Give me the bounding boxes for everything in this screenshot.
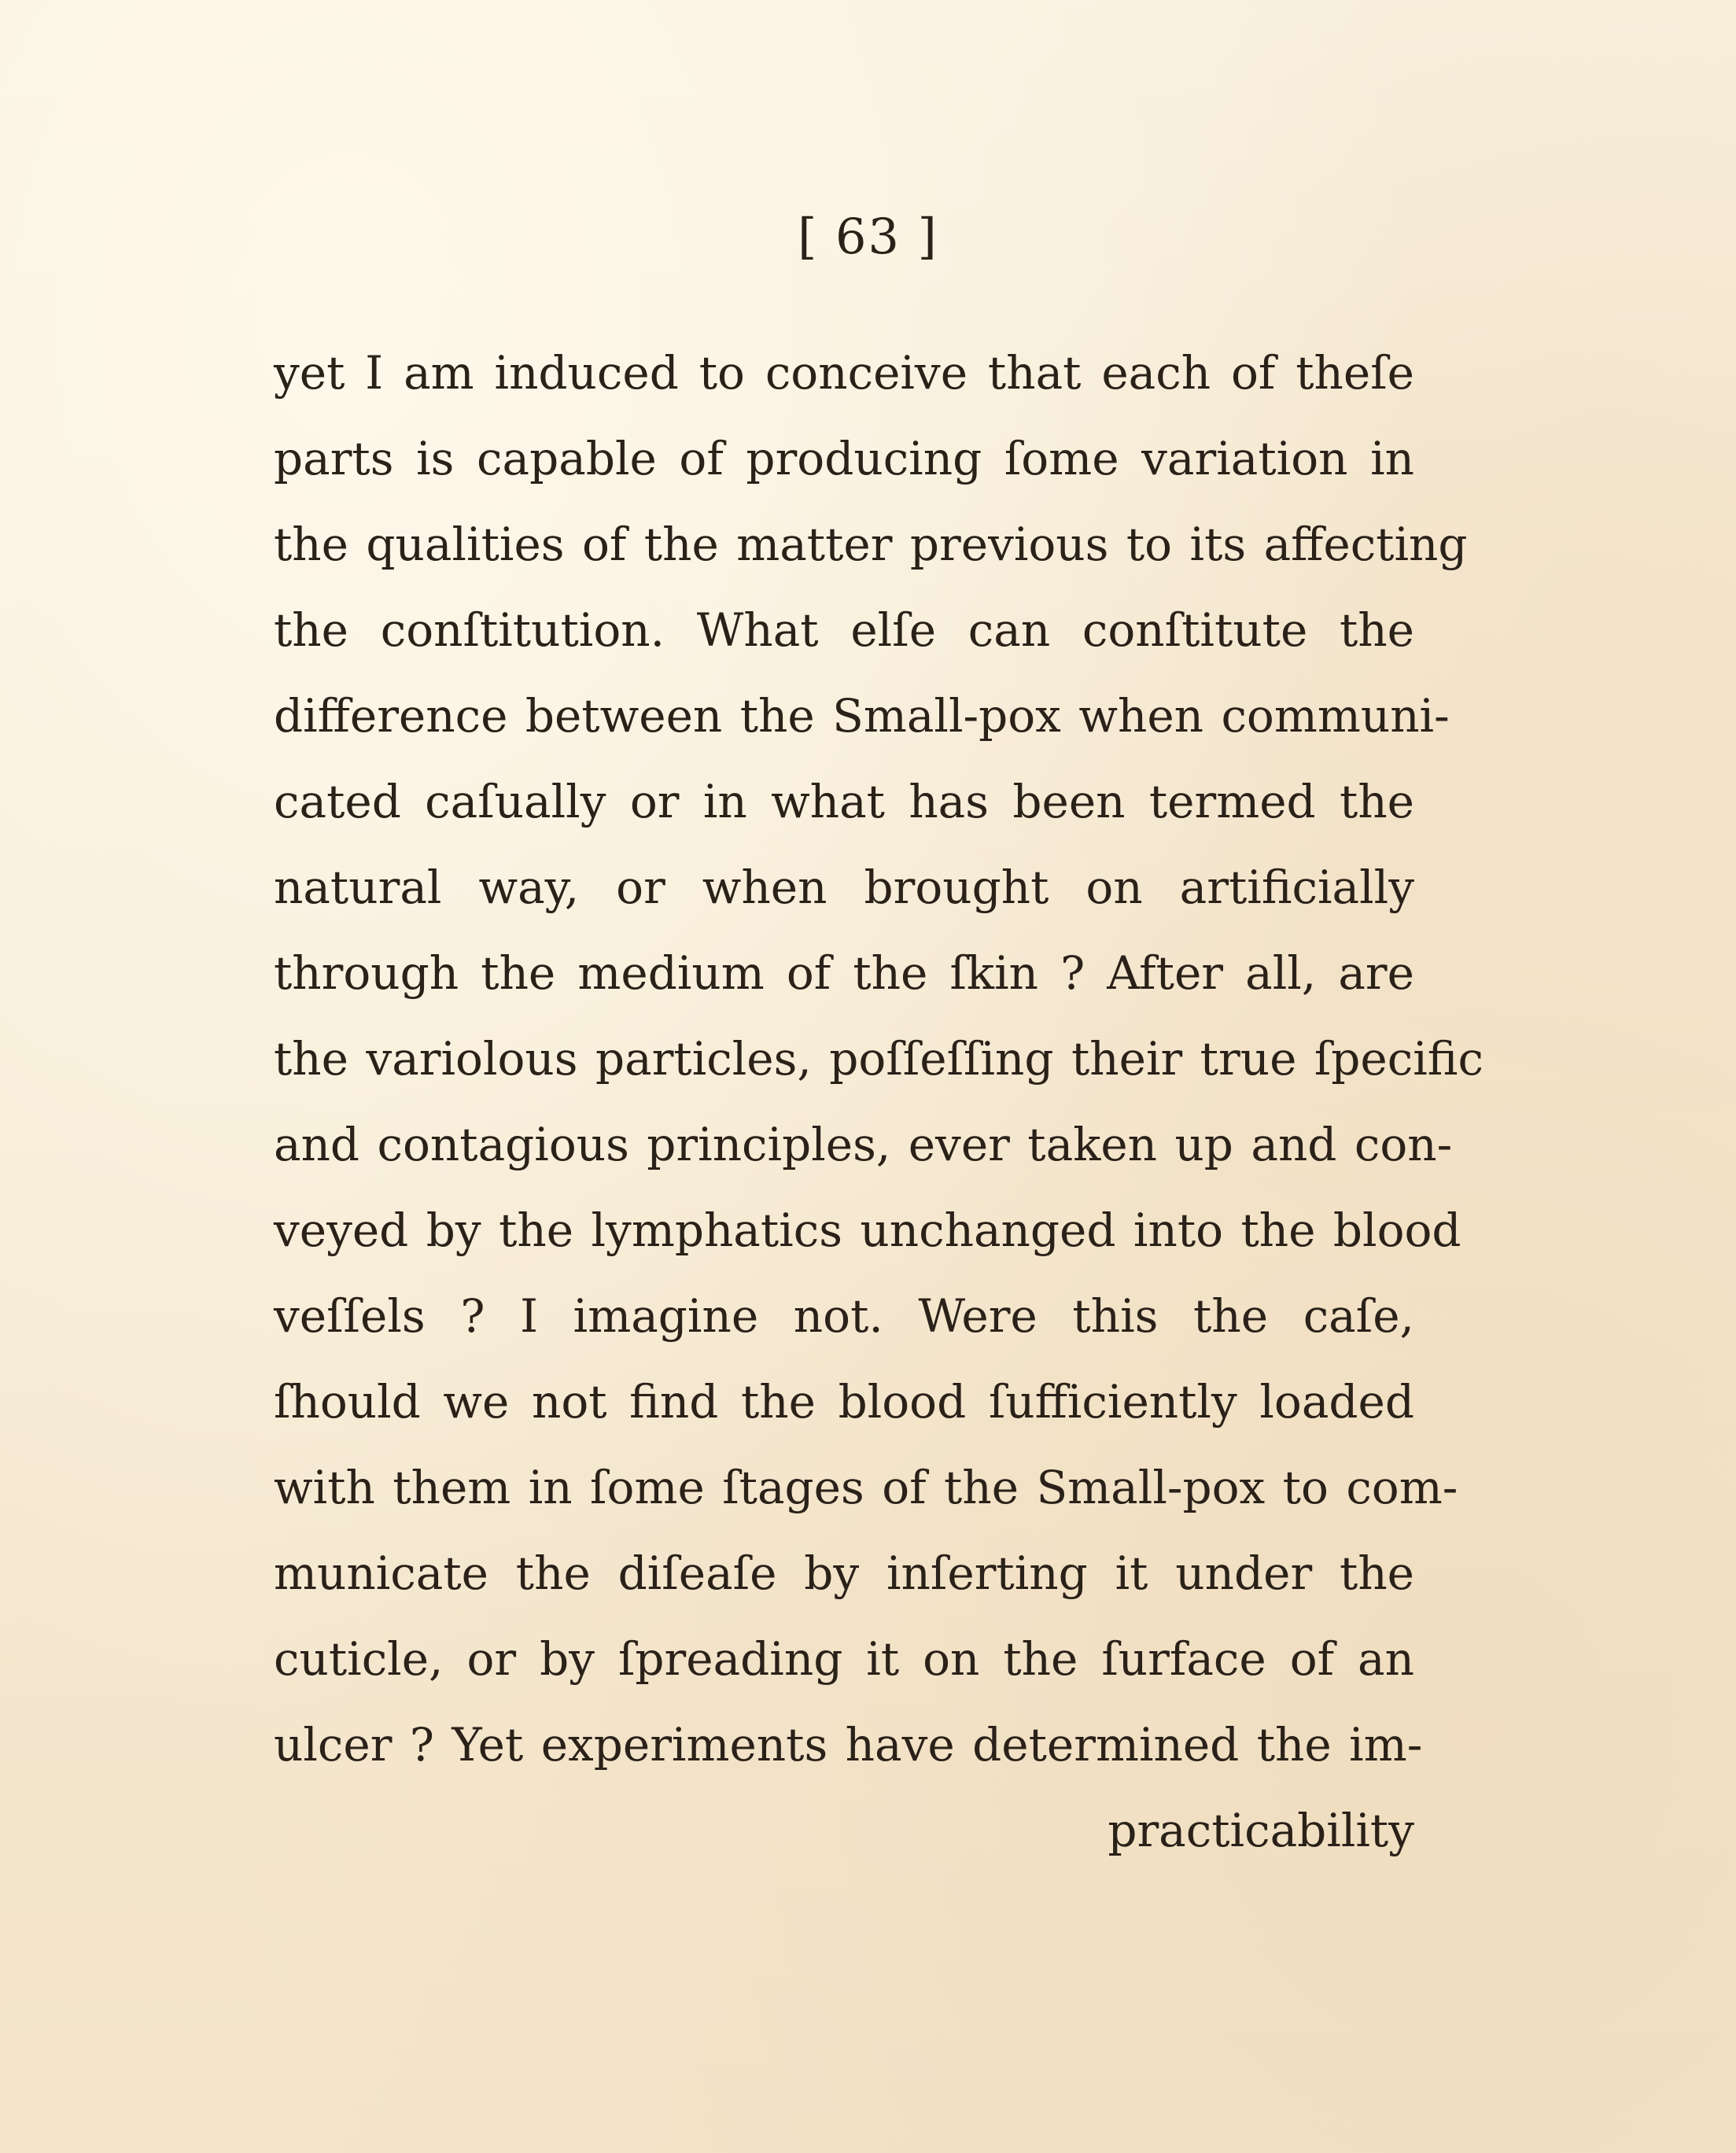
text-line: parts is capable of producing ſome variation in: [274, 432, 1414, 485]
page-number: [ 63 ]: [798, 208, 938, 265]
text-line: difference between the Small-pox when communi-: [274, 689, 1450, 743]
text-line: municate the diſeaſe by inſerting it under the: [274, 1547, 1414, 1600]
text-line: natural way, or when brought on artificially: [274, 861, 1414, 914]
text-line: through the medium of the ſkin ? After all, are: [274, 946, 1414, 1000]
text-line: ulcer ? Yet experiments have determined the im-: [274, 1718, 1423, 1771]
text-line: ſhould we not find the blood ſufficiently loaded: [274, 1375, 1414, 1429]
text-line: with them in ſome ſtages of the Small-pox to com-: [274, 1461, 1458, 1514]
text-line: yet I am induced to conceive that each of theſe: [274, 346, 1414, 400]
text-line: veyed by the lymphatics unchanged into the blood: [274, 1204, 1461, 1257]
text-line: the qualities of the matter previous to its affecting: [274, 518, 1468, 571]
text-line: the conſtitution. What elſe can conſtitute the: [274, 603, 1414, 657]
text-line: and contagious principles, ever taken up and con-: [274, 1118, 1453, 1171]
catchword: practicability: [1108, 1804, 1414, 1857]
text-line: cuticle, or by ſpreading it on the ſurface of an: [274, 1632, 1414, 1686]
text-line: the variolous particles, poſſeſſing their true ſpecific: [274, 1032, 1484, 1086]
text-line: cated caſually or in what has been termed the: [274, 775, 1414, 828]
text-line: veſſels ? I imagine not. Were this the caſe,: [274, 1289, 1414, 1343]
body-text: [274, 330, 1484, 1874]
